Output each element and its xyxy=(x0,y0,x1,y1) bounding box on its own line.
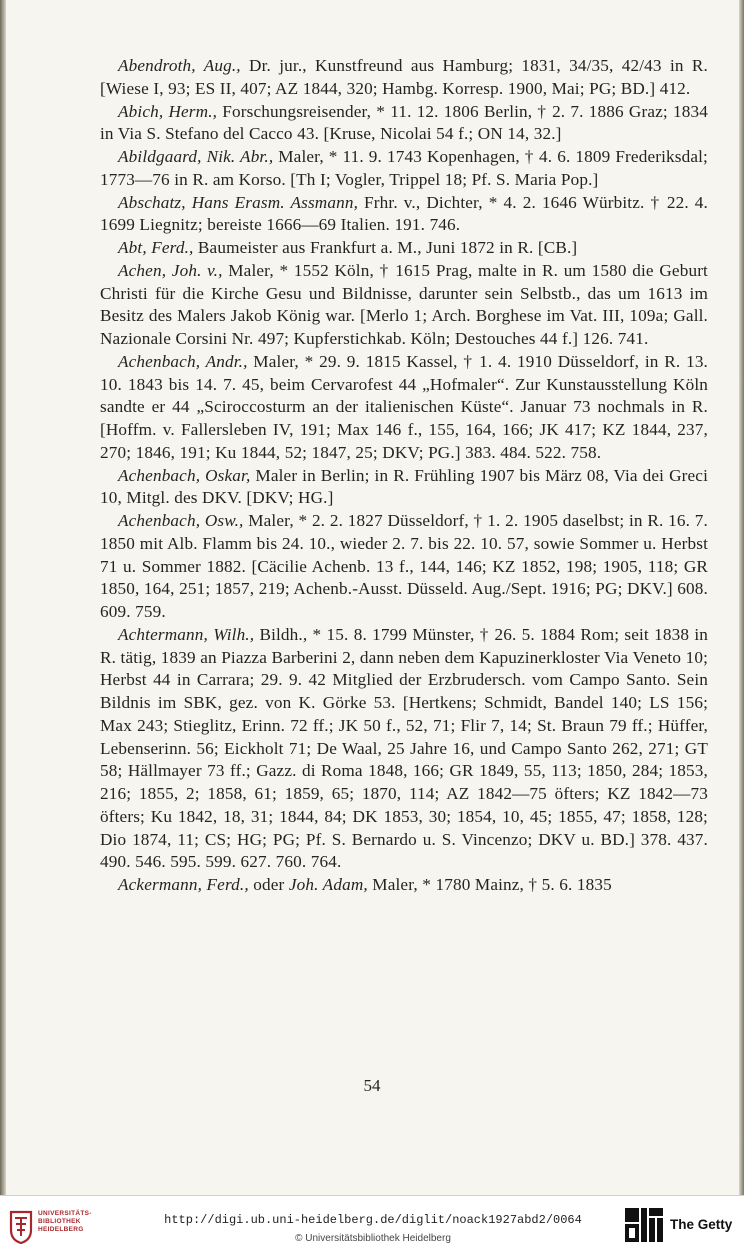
entry-name: Achenbach, Osw., xyxy=(118,511,244,530)
page-edge-right xyxy=(739,0,744,1195)
entry-achenbach-andr xyxy=(100,351,708,465)
library-name-line: UNIVERSITÄTS- xyxy=(38,1210,92,1217)
entry-achenbach-osw xyxy=(100,510,708,624)
page-number: 54 xyxy=(363,1076,381,1095)
getty-logo-icon[interactable] xyxy=(624,1207,664,1243)
page-edge-left xyxy=(0,0,6,1195)
entries-text-block xyxy=(100,55,708,897)
entry-name: Abildgaard, Nik. Abr., xyxy=(118,147,274,166)
entry-achenbach-oskar xyxy=(100,465,708,511)
entry-text: oder xyxy=(248,875,289,894)
entry-name: Achtermann, Wilh., xyxy=(118,624,255,644)
entry-text: Dr. jur., Kunstfreund aus Hamburg; 1831, 34/35, 42/43 in R. [Wiese I, 93; ES II, 407; AZ 1844, 320; Hambg. Korresp. 1900, Mai; PG; BD.] 412. xyxy=(100,56,708,98)
permalink-url[interactable]: http://digi.ub.uni-heidelberg.de/diglit/noack1927abd2/0064 xyxy=(164,1213,582,1227)
copyright-notice: © Universitätsbibliothek Heidelberg xyxy=(295,1233,451,1244)
entry-name: Ackermann, Ferd., xyxy=(118,875,249,894)
entry-name: Achen, Joh. v., xyxy=(118,260,223,280)
library-name-line: BIBLIOTHEK xyxy=(38,1218,81,1225)
entry-name: Abich, Herm., xyxy=(118,101,218,121)
entry-name-alt: Joh. Adam, xyxy=(288,875,368,894)
entry-name: Abschatz, Hans Erasm. Assmann, xyxy=(118,192,359,212)
entry-text: Maler, * 1780 Mainz, † 5. 6. 1835 xyxy=(367,875,612,894)
library-name-line: HEIDELBERG xyxy=(38,1226,84,1233)
entry-abich xyxy=(100,101,708,147)
entry-text: Maler, * 1552 Köln, † 1615 Prag, malte in R. um 1580 die Geburt Christi für die Kirche Gesu und Bildnisse, darunter sein Selbstb., das um 1613 im Besitz des Malers Jakob König war. [Merlo 1; Arch. Borghese im Vat. III, 109a; Gall. Nazionale Corsini Nr. 497; Kupferstichkab. Köln; Destouches 44 f.] 126. 741. xyxy=(100,260,708,348)
ub-heidelberg-logo-icon[interactable] xyxy=(8,1210,34,1244)
entry-abendroth xyxy=(100,55,708,101)
library-name xyxy=(38,1210,92,1234)
entry-name: Achenbach, Andr., xyxy=(118,351,248,371)
entry-text: Maler, * 11. 9. 1743 Kopenhagen, † 4. 6. 1809 Frederiksdal; 1773—76 in R. am Korso. [Th I; Vogler, Trippel 18; Pf. S. Maria Pop.] xyxy=(100,147,708,189)
viewer-footer xyxy=(0,1195,744,1254)
entry-text: Bildh., * 15. 8. 1799 Münster, † 26. 5. 1884 Rom; seit 1838 in R. tätig, 1839 an Piazza Barberini 2, dann neben dem Kapuzinerkloster Via Veneto 10; Herbst 44 in Carrara; 29. 9. 42 Mitglied der Erzbrudersch. vom Campo Santo. Sein Bildnis im SBK, gez. von K. Görke 53. [Hertkens; Schmidt, Bandel 140; LS 156; Max 243; Stieglitz, Erinn. 72 ff.; JK 50 f., 52, 71; Flir 7, 14; St. Braun 79 ff.; Hüffer, Lebenserinn. 56; Eickholt 71; De Waal, 25 Jahre 16, und Campo Santo 262, 271; GT 58; Hällmayer 73 ff.; Gazz. di Roma 1848, 166; GR 1849, 55, 113; 1850, 284; 1853, 216; 1855, 2; 1858, 61; 1859, 65; 1870, 114; AZ 1842—75 öfters; KZ 1842—73 öfters; Ku 1842, 18, 31; 1844, 84; DK 1853, 30; 1854, 10, 45; 1855, 47; 1858, 128; Dio 1874, 11; CS; HG; PG; Pf. S. Bernardo u. S. Vincenzo; DKV u. BD.] 378. 437. 490. 546. 595. 599. 627. 760. 764. xyxy=(100,624,708,872)
entry-abildgaard xyxy=(100,146,708,192)
entry-abschatz xyxy=(100,192,708,238)
entry-achtermann xyxy=(100,624,708,874)
entry-achen xyxy=(100,260,708,351)
entry-text: Maler, * 29. 9. 1815 Kassel, † 1. 4. 1910 Düsseldorf, in R. 13. 10. 1843 bis 14. 7. 45, beim Cervarofest 44 „Hofmaler“. Zur Kunstausstellung Köln sandte er 44 „Sciroccosturm an der italienischen Küste“. Januar 73 nochmals in R. [Hoffm. v. Fallersleben IV, 191; Max 146 f., 155, 164, 166; JK 417; KZ 1844, 237, 270; 1846, 191; Ku 1844, 52; 1847, 25; DKV; PG.] 383. 484. 522. 758. xyxy=(100,351,709,462)
entry-text: Forschungsreisender, * 11. 12. 1806 Berlin, † 2. 7. 1886 Graz; 1834 in Via S. Stefano del Cacco 43. [Kruse, Nicolai 54 f.; ON 14, 32.] xyxy=(100,101,709,144)
entry-text: Baumeister aus Frankfurt a. M., Juni 1872 in R. [CB.] xyxy=(193,238,578,257)
partner-name[interactable]: The Getty xyxy=(670,1217,733,1232)
entry-text: Maler, * 2. 2. 1827 Düsseldorf, † 1. 2. 1905 daselbst; in R. 16. 7. 1850 mit Alb. Flamm bis 24. 10., wieder 2. 7. bis 22. 10. 57, sowie Sommer u. Herbst 71 u. Sommer 1882. [Cäcilie Achenb. 13 f., 144, 146; KZ 1852, 198; 1905, 118; GR 1850, 164, 251; 1857, 219; Achenb.-Ausst. Düsseld. Aug./Sept. 1916; PG; DKV.] 608. 609. 759. xyxy=(100,511,708,621)
entry-name: Abendroth, Aug., xyxy=(118,56,241,75)
entry-text: Frhr. v., Dichter, * 4. 2. 1646 Würbitz. † 22. 4. 1699 Liegnitz; bereiste 1666—69 Italien. 191. 746. xyxy=(100,192,708,235)
entry-abt xyxy=(100,237,708,260)
entry-name: Achenbach, Oskar, xyxy=(118,465,251,485)
entry-name: Abt, Ferd., xyxy=(118,238,194,257)
entry-text: Maler in Berlin; in R. Frühling 1907 bis März 08, Via dei Greci 10, Mitgl. des DKV. [DKV; HG.] xyxy=(100,465,709,508)
entry-ackermann xyxy=(100,874,708,897)
